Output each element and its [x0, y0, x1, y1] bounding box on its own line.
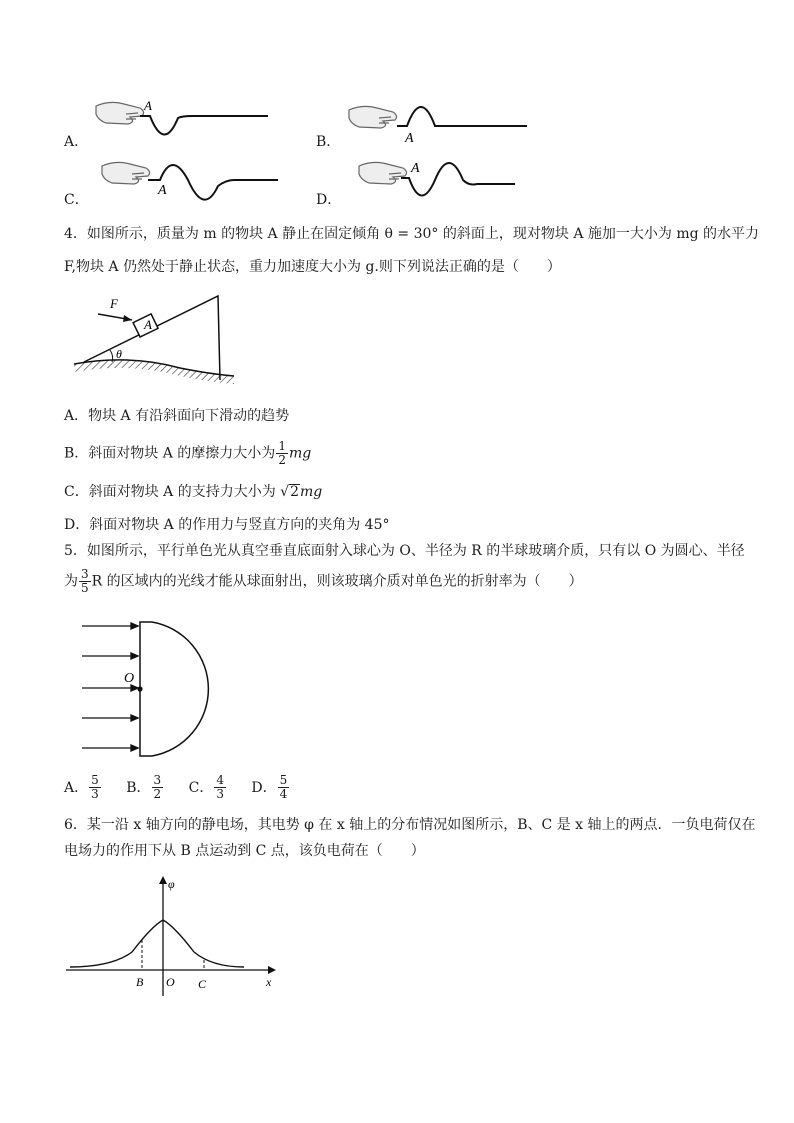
- phi-axis-arrow: [159, 876, 167, 884]
- phi-axis-label: φ: [168, 877, 175, 891]
- q4-incline-figure: [70, 292, 240, 392]
- wave-a: [140, 116, 268, 135]
- fraction-denominator: 2: [153, 787, 162, 801]
- q4-option-b: [64, 440, 311, 467]
- center-label: O: [124, 671, 135, 686]
- q5-option-a: [64, 773, 102, 801]
- wave-c: [148, 165, 278, 200]
- angle-label: θ: [116, 347, 122, 361]
- q5-line2-suffix: R 的区域内的光线才能从球面射出，则该玻璃介质对单色光的折射率为（ ）: [91, 573, 583, 590]
- q6-question-line2: 电场力的作用下从 B 点运动到 C 点，该负电荷在（ ）: [64, 843, 425, 859]
- point-b-label: B: [136, 975, 144, 989]
- fraction-numerator: 1: [278, 439, 286, 453]
- center-point: [137, 686, 142, 691]
- hand-icon: [359, 162, 407, 184]
- q5-line2-prefix: 为: [64, 573, 78, 590]
- q4-option-c-text: C．斜面对物块 A 的支持力大小为: [64, 484, 276, 500]
- q4-option-c-radicand: 2: [290, 484, 300, 500]
- point-c-label: C: [198, 977, 207, 991]
- q4-option-a: A．物块 A 有沿斜面向下滑动的趋势: [64, 408, 290, 424]
- x-axis-arrow: [268, 966, 276, 974]
- q6-potential-figure: [62, 870, 282, 1002]
- q4-option-c-unit: mg: [300, 484, 323, 500]
- x-axis-label: x: [266, 975, 272, 989]
- option-label: C．: [188, 779, 214, 796]
- hand-icon: [349, 106, 397, 128]
- q4-option-d: D．斜面对物块 A 的作用力与竖直方向的夹角为 45°: [64, 517, 390, 533]
- q4-question-line1: 4．如图所示，质量为 m 的物块 A 静止在固定倾角 θ = 30° 的斜面上，现对物块 A 施加一大小为 mg 的水平力: [64, 226, 760, 242]
- ground-hatching: [74, 360, 234, 384]
- q3-option-b-label: B．: [316, 134, 341, 150]
- force-label: F: [110, 296, 118, 311]
- q4-option-c: C．斜面对物块 A 的支持力大小为 √2mg: [64, 484, 323, 500]
- wave-b: [397, 107, 527, 126]
- q3-option-d-label: D．: [316, 192, 342, 208]
- q4-option-b-unit: mg: [288, 445, 312, 462]
- q3-option-a-label: A．: [64, 134, 89, 150]
- q5-options: [64, 774, 290, 801]
- fraction-denominator: 5: [81, 581, 89, 595]
- potential-curve: [70, 920, 244, 967]
- option-label: A．: [64, 779, 89, 796]
- wave-d-point-label: A: [411, 161, 420, 176]
- wave-c-point-label: A: [158, 183, 167, 198]
- q5-question-line2: [64, 568, 583, 595]
- hemisphere-outline: [140, 622, 208, 756]
- q3-option-c-label: C．: [64, 192, 89, 208]
- option-fraction: [278, 774, 290, 801]
- force-arrowhead: [123, 315, 132, 322]
- fraction-numerator: 3: [153, 773, 162, 787]
- q4-option-b-fraction: [276, 440, 288, 467]
- q5-line2-fraction: [79, 568, 91, 595]
- fraction-denominator: 3: [91, 787, 99, 801]
- q3-figure-d: [355, 150, 520, 210]
- q5-option-c: [188, 773, 227, 801]
- q5-question-line1: 5．如图所示，平行单色光从真空垂直底面射入球心为 O、半径为 R 的半球玻璃介质，只有以 O 为圆心、半径: [64, 543, 745, 559]
- fraction-numerator: 5: [91, 773, 99, 787]
- q4-question-line2: F,物块 A 仍然处于静止状态，重力加速度大小为 g.则下列说法正确的是（ ）: [64, 259, 561, 275]
- light-rays: [82, 623, 138, 751]
- q5-option-d: [251, 773, 290, 801]
- option-label: B．: [126, 779, 151, 796]
- fraction-denominator: 3: [216, 787, 224, 801]
- q4-option-b-text: B．斜面对物块 A 的摩擦力大小为: [64, 445, 276, 462]
- hand-icon: [96, 102, 144, 124]
- q5-hemisphere-figure: [80, 616, 210, 762]
- block-a-label: A: [144, 317, 152, 332]
- hand-icon: [102, 162, 150, 184]
- fraction-numerator: 4: [216, 773, 224, 787]
- q3-figure-c: [98, 150, 283, 210]
- origin-label: O: [166, 975, 175, 989]
- fraction-numerator: 3: [81, 567, 89, 581]
- wave-a-point-label: A: [144, 98, 152, 113]
- option-fraction: [152, 774, 164, 801]
- q5-option-b: [126, 773, 164, 801]
- q3-figure-a: [92, 92, 277, 152]
- fraction-numerator: 5: [279, 773, 288, 787]
- option-fraction: [214, 774, 226, 801]
- fraction-denominator: 2: [278, 453, 286, 467]
- option-label: D．: [251, 779, 277, 796]
- option-fraction: [89, 774, 101, 801]
- fraction-denominator: 4: [279, 787, 288, 801]
- wave-b-point-label: A: [405, 131, 414, 146]
- q3-figure-b: [345, 92, 530, 152]
- q6-question-line1: 6．某一沿 x 轴方向的静电场，其电势 φ 在 x 轴上的分布情况如图所示，B、C 是 x 轴上的两点．一负电荷仅在: [64, 817, 756, 833]
